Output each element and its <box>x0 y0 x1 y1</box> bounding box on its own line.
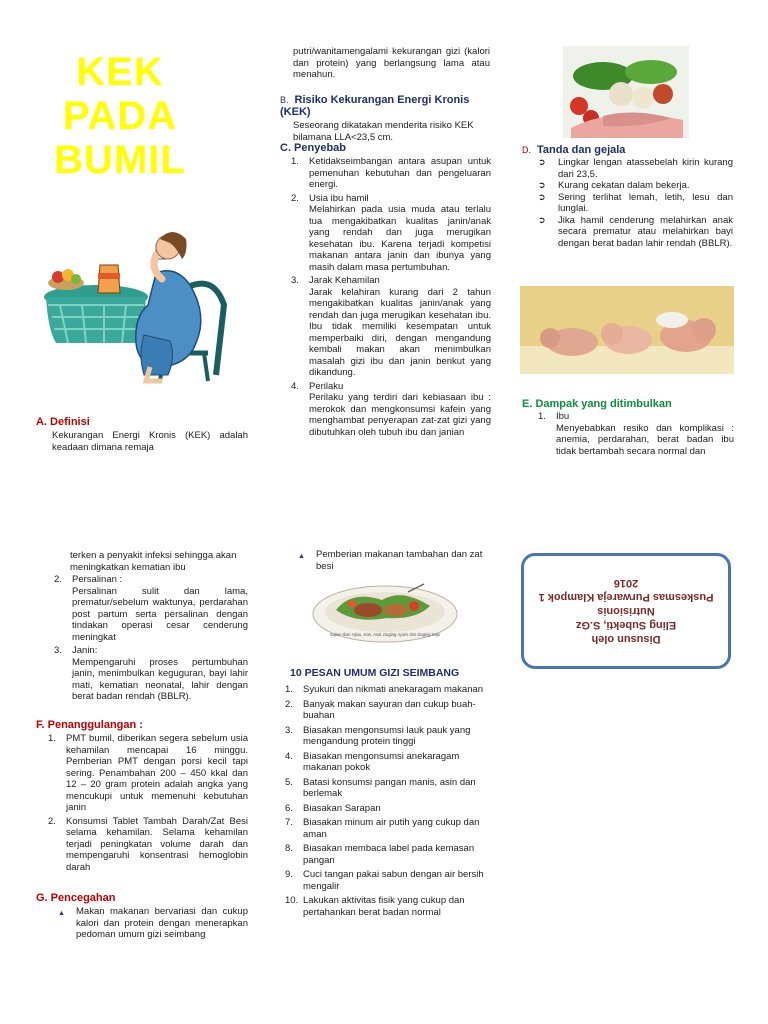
list-item: ➲ Jika hamil cenderung melahirkan anak secara prematur atau melahirkan bayi dengan berat badan lahir rendah (BBLR). <box>538 214 733 249</box>
tanda-heading <box>522 144 625 156</box>
definisi-heading: A. Definisi <box>36 416 90 428</box>
babies-photo <box>520 286 734 374</box>
dampak-item-body: Menyebabkan resiko dan komplikasi : anemia, perdarahan, berat badan ibu tidak bertambah secara normal dan <box>556 422 734 457</box>
list-item: 3. Jarak Kehamilan Jarak kelahiran kurang dari 2 tahun mengakibatkan kualitas janin/anak yang rendah dan juga merugikan kesehatan ibu. Ibu tidak memiliki kesempatan untuk memperbaiki diri, dengan mengandung kembali makan akan menimbulkan masalah gizi ibu dan janin berikut yang dikandung. <box>291 275 491 378</box>
risiko-text: Seseorang dikatakan menderita risiko KEK bilamana LLA<23,5 cm. <box>293 120 474 143</box>
author-role: Nutrisionis <box>597 605 655 617</box>
list-item: 7. Biasakan minum air putih yang cukup dan aman <box>285 817 480 840</box>
penyebab-list <box>287 156 491 438</box>
list-item: 4. Biasakan mengonsumsi anekaragam makanan pokok <box>285 750 460 773</box>
list-item: ▲ Makan makanan bervariasi dan cukup kalori dan protein dengan menerapkan pedoman umum gizi seimbang <box>58 906 248 940</box>
pesan-list <box>281 684 491 921</box>
author-name: Eling Subekti, S.Gz <box>575 619 677 631</box>
food-plate-illustration <box>312 580 458 644</box>
author-box <box>521 553 731 669</box>
dampak-heading: E. Dampak yang ditimbulkan <box>522 398 672 410</box>
list-item: 3. Janin: Mempengaruhi proses pertumbuhan janin, menimbulkan keguguran, bayi lahir mati, kematian neonatal, lahir dengan berat badan rendah (BBLR). <box>54 645 248 702</box>
list-item: 2. Usia ibu hamil Melahirkan pada usia muda atau terlalu tua mengakibatkan kualitas janin/anak yang rendah dan juga merugikan kesehatan ibu. Karena terjadi kompetisi makanan antara janin dan ibunya yang masih dalam masa pertumbuhan. <box>291 192 491 273</box>
pregnant-woman-illustration <box>38 225 250 385</box>
dampak-item-title: Persalinan : <box>72 574 123 585</box>
penyebab-heading: C. Penyebab <box>280 142 347 154</box>
arrow-bullet-icon: ➲ <box>538 214 546 225</box>
penyebab-item-body: Jarak kelahiran kurang dari 2 tahun mengakibatkan kualitas janin/anak yang rendah dan juga merugikan kesehatan ibu. Ibu tidak memiliki kesempatan untuk memperbaiki diri, dengan mengandung kembali makan akan menimbulkan masalah gizi ibu dan janin berikut yang dikandung. <box>309 286 491 378</box>
list-item: 4. Perilaku Perilaku yang terdiri dari kebiasaan ibu : merokok dan mengkonsumsi kafein yang menghambat penyerapan zat-zat gizi yang dibutuhkan oleh tubuh ibu dan janian <box>291 380 491 438</box>
list-item: ➲ Kurang cekatan dalam bekerja. <box>538 180 690 191</box>
brochure-title <box>40 50 200 182</box>
list-item: 1. Ketidakseimbangan antara asupan untuk pemenuhan kebutuhan dan pengeluaran energi. <box>291 156 491 190</box>
dampak-continued: terken a penyakit infeksi sehingga akan meningkatkan kematian ibu <box>70 550 237 573</box>
penyebab-item-title: Jarak Kehamilan <box>309 275 380 286</box>
definisi-text: Kekurangan Energi Kronis (KEK) adalah keadaan dimana remaja <box>52 430 248 453</box>
tanda-heading-text: Tanda dan gejala <box>537 144 626 156</box>
list-item: 2. Banyak makan sayuran dan cukup buah-buahan <box>285 698 476 721</box>
penyebab-item-title: Ketidakseimbangan antara asupan untuk pemenuhan kebutuhan dan pengeluaran energi. <box>309 156 491 190</box>
definisi-continued: putri/wanitamengalami kekurangan gizi (kalori dan protein) yang berlangsung lama atau menahun. <box>293 46 490 80</box>
author-year: 2016 <box>613 577 639 589</box>
pesan-heading: 10 PESAN UMUM GIZI SEIMBANG <box>290 667 460 679</box>
arrow-bullet-icon: ➲ <box>538 180 546 190</box>
list-item: 1. Syukuri dan nikmati anekaragam makanan <box>285 684 484 695</box>
list-item: ➲ Sering terlihat lemah, letih, lesu dan lunglai. <box>538 191 733 214</box>
tanda-list <box>536 157 733 249</box>
pencegahan-list <box>54 906 248 941</box>
risiko-heading <box>280 94 495 118</box>
penyebab-item-title: Perilaku <box>309 380 344 392</box>
penanggulangan-list <box>44 733 248 873</box>
list-item: 6. Biasakan Sarapan <box>285 802 381 814</box>
list-item: ➲ Lingkar lengan atassebelah kirin kurang dari 23,5. <box>538 157 733 180</box>
dampak-item-body: Mempengaruhi proses pertumbuhan janin, menimbulkan keguguran, bayi lahir mati, kematian neonatal, lahir dengan berat badan rendah (BBLR). <box>72 656 248 702</box>
list-item: 2. Konsumsi Tablet Tambah Darah/Zat Besi selama kehamilan. Selama kehamilan terjadi peningkatan volume darah dan mempengaruhi konsentrasi hemoglobin darah <box>48 815 248 873</box>
tanda-letter: D. <box>522 145 531 155</box>
penyebab-item-body: Perilaku yang terdiri dari kebiasaan ibu : merokok dan mengkonsumsi kafein yang menghambat penyerapan zat-zat gizi yang dibutuhkan oleh tubuh ibu dan janian <box>309 392 491 438</box>
dampak-list-top <box>534 411 734 457</box>
arrow-bullet-icon: ➲ <box>538 157 546 167</box>
risiko-heading-text: Risiko Kekurangan Energi Kronis (KEK) <box>280 94 470 118</box>
dampak-item-title: Ibu <box>556 411 570 422</box>
title-line-3: BUMIL <box>54 138 186 182</box>
list-item: 1. PMT bumil, diberikan segera sebelum usia kehamilan mencapai 16 minggu. Pemberian PMT dengan porsi kecil tapi sering. Penambahan 200 – 450 kkal dan 12 – 20 gram protein adalah angka yang mencukupi untuk memenuhi kebutuhan janin <box>48 733 248 813</box>
plate-caption: Sajian Ikan Hijau, Kan, Hati, Daging Ayam dan Daging Sapi <box>329 632 441 637</box>
list-item: 10. Lakukan aktivitas fisik yang cukup dan pertahankan berat badan normal <box>285 895 465 918</box>
dampak-list-bottom <box>50 574 248 703</box>
title-line-1: KEK <box>76 50 164 94</box>
dampak-item-title: Janin: <box>72 645 98 656</box>
penyebab-item-body: Melahirkan pada usia muda atau terlalu tua mengakibatkan kualitas janin/anak yang rendah dan juga merugikan kesehatan ibu. Karena terjadi kompetisi makanan antara janin dan ibunya yang masih dalam masa pertumbuhan. <box>309 204 491 273</box>
dampak-item-body: Persalinan sulit dan lama, prematur/sebelum waktunya, perdarahan post partum serta persalinan dengan tindakan operasi cesar cenderung meningkat <box>72 585 248 643</box>
author-line-1: Disusun oleh <box>591 633 661 645</box>
risiko-letter: B. <box>280 95 289 105</box>
pencegahan-heading: G. Pencegahan <box>36 892 116 904</box>
list-item: 2. Persalinan : Persalinan sulit dan lama, prematur/sebelum waktunya, perdarahan post partum serta persalinan dengan tindakan operasi cesar cenderung meningkat <box>54 574 248 643</box>
vegetables-photo <box>563 46 689 138</box>
arrow-bullet-icon: ➲ <box>538 191 546 202</box>
author-institution: Puskesmas Purwareja Klampok 1 <box>538 591 714 603</box>
list-item: ▲ Pemberian makanan tambahan dan zat besi <box>298 549 483 572</box>
author-credits <box>524 556 728 666</box>
triangle-bullet-icon: ▲ <box>298 553 305 560</box>
triangle-bullet-icon: ▲ <box>58 910 65 917</box>
list-item: 1. Ibu Menyebabkan resiko dan komplikasi : anemia, perdarahan, berat badan ibu tidak bertambah secara normal dan <box>538 411 734 457</box>
title-line-2: PADA <box>62 94 178 138</box>
penanggulangan-heading: F. Penanggulangan : <box>36 719 143 731</box>
pencegahan-list-continued <box>294 549 494 572</box>
list-item: 8. Biasakan membaca label pada kemasan pangan <box>285 843 475 866</box>
list-item: 9. Cuci tangan pakai sabun dengan air bersih mengalir <box>285 869 484 892</box>
penyebab-item-title: Usia ibu hamil <box>309 192 369 204</box>
list-item: 5. Batasi konsumsi pangan manis, asin dan berlemak <box>285 776 476 799</box>
list-item: 3. Biasakan mengonsumsi lauk pauk yang mengandung protein tinggi <box>285 724 471 747</box>
